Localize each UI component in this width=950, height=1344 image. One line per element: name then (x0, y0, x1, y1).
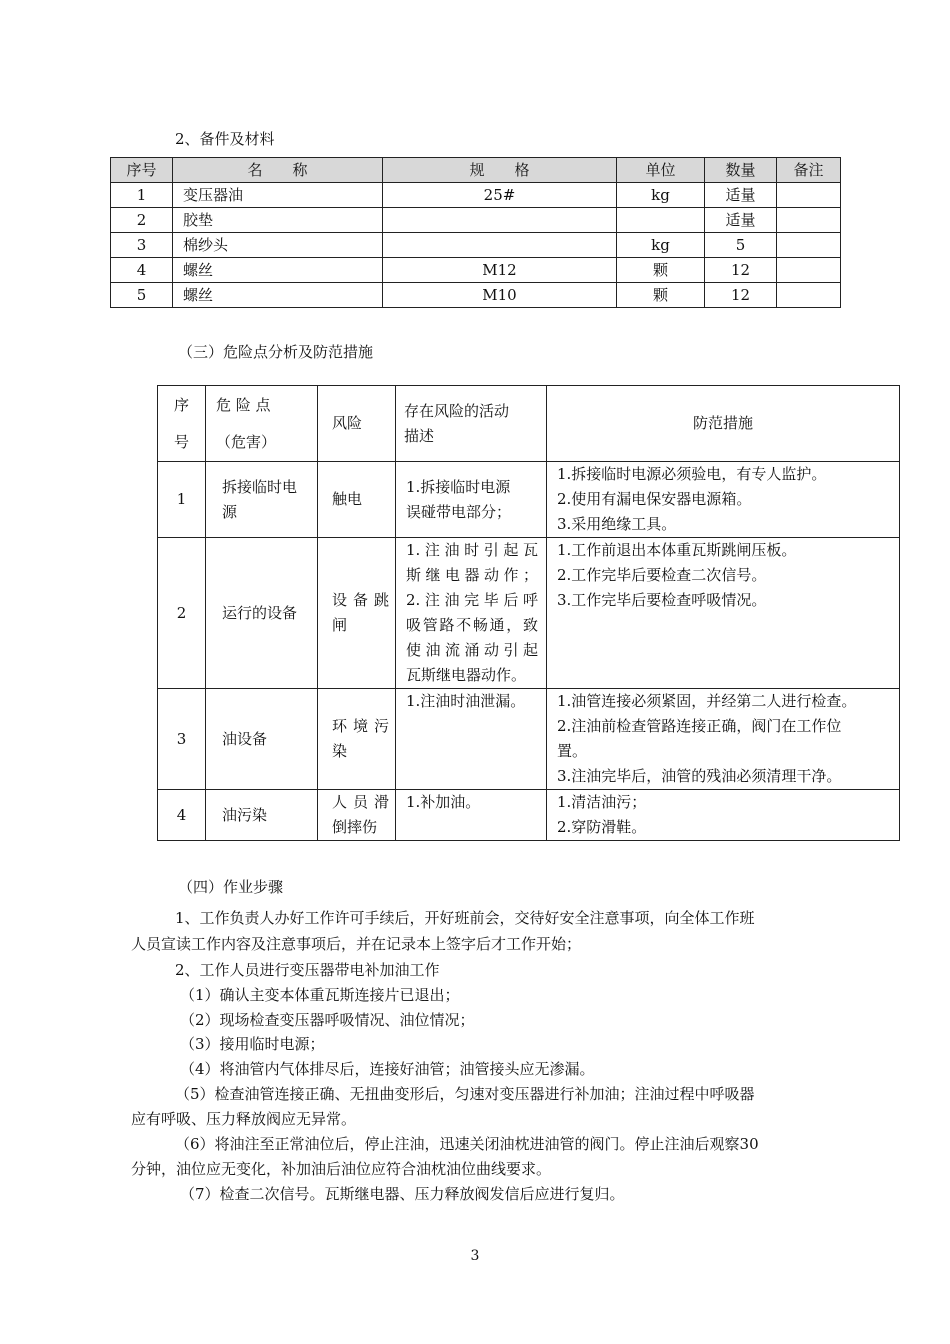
materials-cell (777, 183, 841, 208)
materials-cell (777, 258, 841, 283)
materials-header-row (111, 158, 841, 183)
risk-cell-activity (396, 689, 547, 790)
risk-cell-line: 斯继电器动作； (406, 566, 538, 584)
materials-cell: 变压器油 (173, 183, 383, 208)
risk-header-hazard (206, 386, 318, 462)
table-row (111, 283, 841, 308)
risk-cell-line: 误碰带电部分； (406, 502, 512, 521)
risk-cell-no: 4 (158, 790, 206, 841)
page-number: 3 (470, 1248, 480, 1264)
materials-cell (777, 233, 841, 258)
risk-cell-line: 1.清洁油污； (557, 793, 647, 811)
materials-cell: 1 (111, 183, 173, 208)
materials-header-cell: 规 格 (383, 158, 617, 183)
risk-cell-activity (396, 462, 547, 538)
risk-cell-line: 3.工作完毕后要检查呼吸情况。 (557, 591, 767, 609)
risk-cell-line: 1.补加油。 (406, 793, 481, 811)
risk-cell-measures (547, 462, 900, 538)
risk-cell-activity (396, 790, 547, 841)
risk-cell-line: 2.注油完毕后呼 (406, 591, 538, 609)
materials-cell: 颗 (617, 258, 705, 283)
materials-cell (383, 208, 617, 233)
materials-cell: 胶垫 (173, 208, 383, 233)
materials-cell: M12 (383, 258, 617, 283)
risk-table (157, 385, 900, 841)
materials-header-cell: 名 称 (173, 158, 383, 183)
risk-cell-line: 触电 (332, 490, 363, 508)
risk-cell-line: 人 员 滑 (332, 793, 389, 811)
table-row (111, 258, 841, 283)
materials-header-cell: 数量 (705, 158, 777, 183)
table-row (158, 790, 900, 841)
materials-cell: 2 (111, 208, 173, 233)
risk-cell-line: 1.工作前退出本体重瓦斯跳闸压板。 (557, 541, 797, 559)
step-line: （5）检查油管连接正确、无扭曲变形后，匀速对变压器进行补加油；注油过程中呼吸器 (175, 1085, 755, 1103)
steps-heading: （四）作业步骤 (178, 878, 284, 896)
table-row (158, 689, 900, 790)
step-line: （2）现场检查变压器呼吸情况、油位情况； (180, 1011, 475, 1029)
materials-cell: kg (617, 183, 705, 208)
risk-cell-line: 3.采用绝缘工具。 (557, 515, 677, 533)
risk-cell-line: 倒摔伤 (332, 818, 378, 836)
risk-cell-line: 2.工作完毕后要检查二次信号。 (557, 566, 767, 584)
risk-header-activity-line1: 存在风险的活动 (404, 401, 510, 420)
risk-cell-measures (547, 538, 900, 689)
materials-cell: 3 (111, 233, 173, 258)
risk-cell-measures (547, 689, 900, 790)
materials-cell: kg (617, 233, 705, 258)
risk-cell-hazard (206, 462, 318, 538)
materials-cell: 12 (705, 258, 777, 283)
risk-cell-line: 2.穿防滑鞋。 (557, 818, 647, 836)
materials-heading: 2、备件及材料 (175, 130, 275, 148)
risk-cell-no: 1 (158, 462, 206, 538)
materials-header-cell: 序号 (111, 158, 173, 183)
risk-cell-line: 油设备 (222, 729, 268, 748)
risk-cell-line: 3.注油完毕后，油管的残油必须清理干净。 (557, 767, 842, 785)
risk-heading: （三）危险点分析及防范措施 (178, 343, 374, 361)
risk-cell-line: 吸管路不畅通，致 (406, 616, 538, 634)
step-line: 1、工作负责人办好工作许可手续后，开好班前会，交待好安全注意事项，向全体工作班 (175, 909, 755, 927)
risk-cell-line: 1.拆接临时电源 (406, 477, 511, 496)
risk-cell-measures (547, 790, 900, 841)
risk-cell-line: 瓦斯继电器动作。 (406, 666, 527, 684)
materials-cell: 螺丝 (173, 258, 383, 283)
risk-header-row (158, 386, 900, 462)
step-line: （6）将油注至正常油位后，停止注油，迅速关闭油枕进油管的阀门。停止注油后观察30 (175, 1135, 759, 1153)
materials-cell: 颗 (617, 283, 705, 308)
risk-cell-line: 使油流涌动引起 (406, 641, 538, 659)
materials-header-cell: 单位 (617, 158, 705, 183)
risk-cell-line: 1.注油时油泄漏。 (406, 692, 526, 710)
materials-cell: 螺丝 (173, 283, 383, 308)
step-line: 分钟，油位应无变化，补加油后油位应符合油枕油位曲线要求。 (131, 1160, 552, 1178)
risk-cell-line: 1.拆接临时电源必须验电，有专人监护。 (557, 465, 827, 483)
step-line: （7）检查二次信号。瓦斯继电器、压力释放阀发信后应进行复归。 (180, 1185, 625, 1203)
step-line: （4）将油管内气体排尽后，连接好油管；油管接头应无渗漏。 (180, 1060, 595, 1078)
risk-cell-line: 运行的设备 (222, 603, 298, 622)
table-row (111, 208, 841, 233)
materials-cell (777, 283, 841, 308)
risk-cell-line: 设 备 跳 (332, 591, 389, 609)
risk-cell-risk (318, 790, 396, 841)
risk-cell-line: 环 境 污 (332, 717, 389, 735)
materials-cell (383, 233, 617, 258)
materials-cell: 适量 (705, 208, 777, 233)
materials-cell: 25# (383, 183, 617, 208)
materials-cell: 5 (111, 283, 173, 308)
risk-header-no-line1: 序 (173, 395, 189, 414)
materials-cell: 5 (705, 233, 777, 258)
risk-cell-line: 1.注油时引起瓦 (406, 541, 538, 559)
risk-cell-line: 拆接临时电 (222, 477, 298, 496)
risk-cell-line: 2.使用有漏电保安器电源箱。 (557, 490, 752, 508)
materials-cell: M10 (383, 283, 617, 308)
table-row (158, 462, 900, 538)
step-line: （3）接用临时电源； (180, 1035, 325, 1053)
risk-cell-activity (396, 538, 547, 689)
materials-cell: 适量 (705, 183, 777, 208)
risk-cell-line: 1.油管连接必须紧固，并经第二人进行检查。 (557, 692, 857, 710)
risk-cell-line: 源 (222, 502, 238, 521)
risk-cell-line: 置。 (557, 742, 588, 760)
risk-header-risk: 风险 (318, 386, 396, 462)
materials-cell (777, 208, 841, 233)
materials-cell: 4 (111, 258, 173, 283)
risk-header-no-line2: 号 (173, 432, 189, 451)
step-line: 应有呼吸、压力释放阀应无异常。 (131, 1110, 357, 1128)
materials-cell: 12 (705, 283, 777, 308)
risk-cell-line: 2.注油前检查管路连接正确，阀门在工作位 (557, 717, 842, 735)
risk-cell-no: 3 (158, 689, 206, 790)
materials-cell: 棉纱头 (173, 233, 383, 258)
risk-header-activity-line2: 描述 (404, 426, 435, 445)
risk-cell-hazard (206, 538, 318, 689)
table-row (111, 183, 841, 208)
risk-header-activity (396, 386, 547, 462)
risk-header-hazard-line2: （危害） (216, 432, 277, 451)
materials-table (110, 157, 841, 308)
risk-header-measures: 防范措施 (547, 386, 900, 462)
step-line: 2、工作人员进行变压器带电补加油工作 (175, 961, 440, 979)
materials-cell (617, 208, 705, 233)
step-line: 人员宣读工作内容及注意事项后，并在记录本上签字后才工作开始； (131, 935, 582, 953)
materials-header-cell: 备注 (777, 158, 841, 183)
step-line: （1）确认主变本体重瓦斯连接片已退出； (180, 986, 460, 1004)
risk-cell-no: 2 (158, 538, 206, 689)
risk-cell-risk (318, 689, 396, 790)
risk-cell-line: 油污染 (222, 805, 268, 824)
risk-cell-risk (318, 462, 396, 538)
risk-cell-hazard (206, 790, 318, 841)
risk-cell-risk (318, 538, 396, 689)
risk-cell-hazard (206, 689, 318, 790)
risk-header-hazard-line1: 危 险 点 (216, 395, 271, 414)
table-row (158, 538, 900, 689)
risk-cell-line: 闸 (332, 616, 348, 634)
table-row (111, 233, 841, 258)
risk-cell-line: 染 (332, 742, 348, 760)
risk-header-no (158, 386, 206, 462)
